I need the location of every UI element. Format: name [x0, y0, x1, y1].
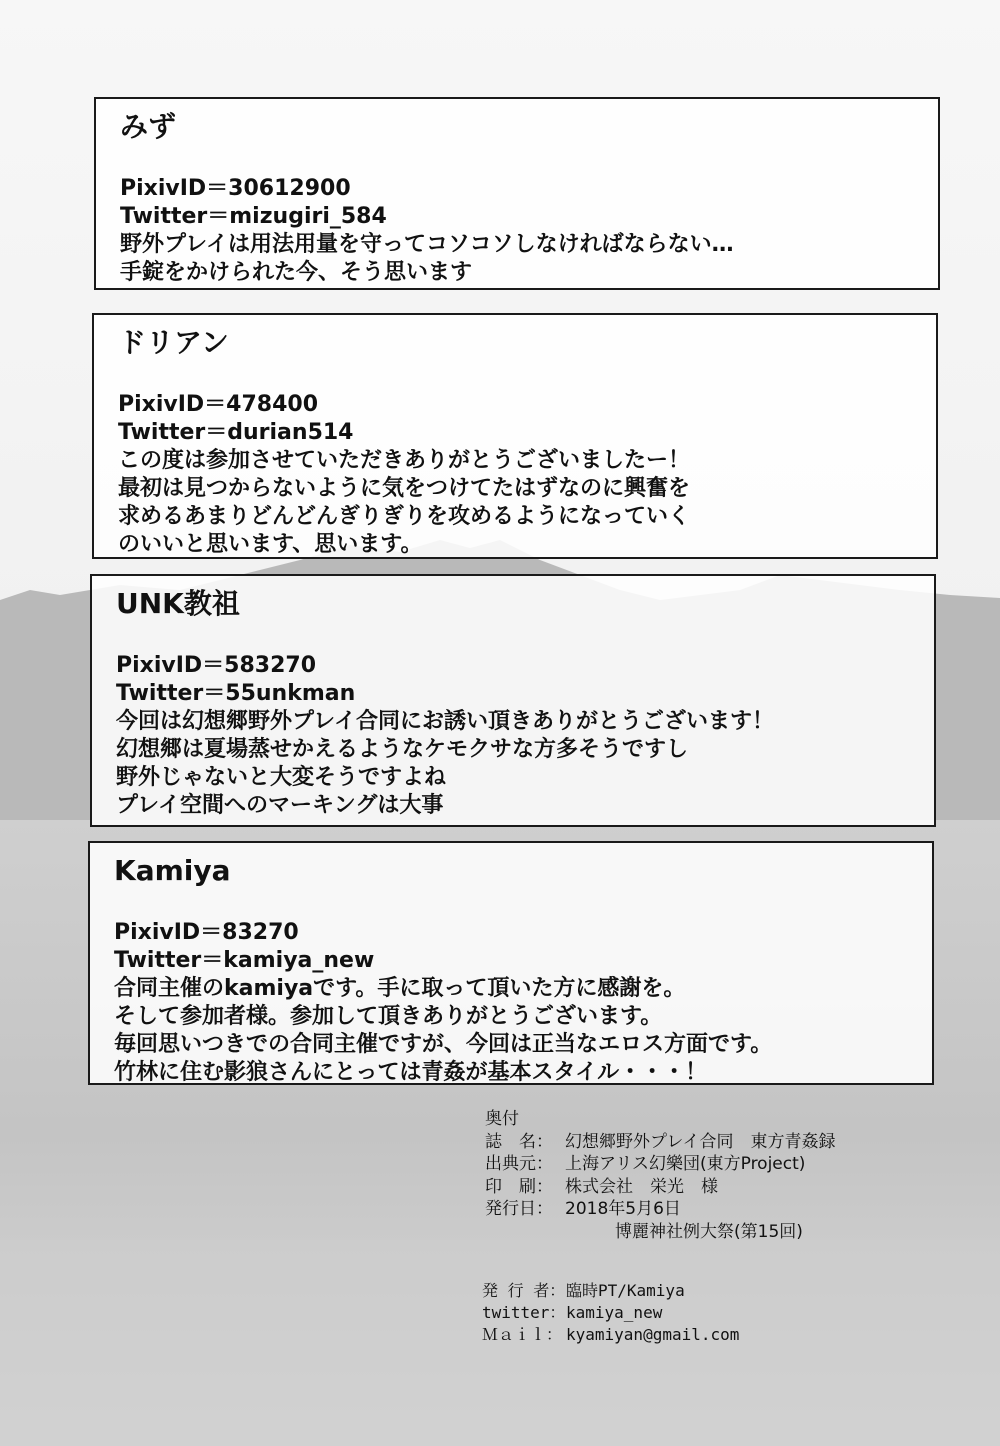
author-line: 求めるあまりどんどんぎりぎりを攻めるようになっていく [118, 504, 691, 529]
colophon-title: 奥付 [485, 1109, 519, 1129]
author-line: PixivID＝30612900 [120, 176, 351, 201]
author-line: この度は参加させていただきありがとうございましたー！ [118, 448, 691, 473]
author-box-mizu [94, 97, 940, 290]
colophon-key: 印 刷： [485, 1176, 553, 1197]
author-name: UNK教祖 [116, 587, 240, 620]
author-line: Twitter＝mizugiri_584 [120, 204, 387, 229]
author-line: そして参加者様。参加して頂きありがとうございます。 [114, 1004, 663, 1029]
author-line: 野外プレイは用法用量を守ってコソコソしなければならない… [120, 232, 734, 257]
publisher-value: kyamiyan@gmail.com [566, 1325, 740, 1344]
author-line: PixivID＝583270 [116, 653, 317, 678]
publisher-value: kamiya_new [566, 1303, 663, 1322]
author-line: PixivID＝478400 [118, 392, 319, 417]
colophon-row [485, 1176, 835, 1199]
publisher-value: 臨時PT/Kamiya [566, 1281, 685, 1300]
author-line: Twitter＝55unkman [116, 681, 356, 706]
publisher-row [482, 1302, 739, 1324]
author-line: Twitter＝durian514 [118, 420, 354, 445]
colophon-key: 出典元： [485, 1154, 553, 1174]
publisher-row [482, 1324, 739, 1346]
author-box-durian [92, 313, 938, 559]
author-line: 手錠をかけられた今、そう思います [120, 260, 473, 285]
author-line: PixivID＝83270 [114, 920, 299, 945]
author-box-unk [90, 574, 936, 827]
colophon-event: 博麗神社例大祭(第15回) [615, 1221, 803, 1242]
author-line: プレイ空間へのマーキングは大事 [116, 793, 444, 818]
colophon-value: 2018年5月6日 [565, 1199, 681, 1219]
author-box-kamiya [88, 841, 934, 1085]
colophon-value: 株式会社 栄光 様 [565, 1176, 718, 1197]
author-line: 竹林に住む影狼さんにとっては青姦が基本スタイル・・・！ [114, 1060, 708, 1085]
colophon-key: 発行日： [485, 1199, 553, 1219]
author-name: Kamiya [114, 854, 231, 887]
colophon [485, 1108, 835, 1243]
colophon-value: 上海アリス幻樂団(東方Project) [565, 1154, 806, 1174]
author-line: のいいと思います、思います。 [118, 532, 423, 557]
publisher-key: twitter： [482, 1303, 566, 1322]
publisher-key: 発 行 者： [482, 1281, 566, 1300]
author-line: Twitter＝kamiya_new [114, 948, 375, 973]
author-line: 幻想郷は夏場蒸せかえるようなケモクサな方多そうですし [116, 737, 689, 762]
publisher-row [482, 1280, 739, 1302]
author-line: 毎回思いつきでの合同主催ですが、今回は正当なエロス方面です。 [114, 1032, 773, 1057]
author-line: 最初は見つからないように気をつけてたはずなのに興奮を [118, 476, 691, 501]
author-line: 合同主催のkamiyaです。手に取って頂いた方に感謝を。 [114, 976, 686, 1001]
publisher-info [482, 1280, 739, 1346]
author-line: 今回は幻想郷野外プレイ合同にお誘い頂きありがとうございます！ [116, 709, 775, 734]
colophon-row [485, 1131, 835, 1154]
publisher-key: Ｍａｉｌ： [482, 1325, 563, 1344]
author-name: みず [120, 110, 177, 143]
colophon-value: 幻想郷野外プレイ合同 東方青姦録 [565, 1131, 836, 1152]
author-name: ドリアン [118, 326, 229, 359]
colophon-row [485, 1153, 835, 1176]
colophon-key: 誌 名： [485, 1131, 553, 1152]
author-line: 野外じゃないと大変そうですよね [116, 765, 447, 790]
colophon-row [485, 1198, 835, 1221]
